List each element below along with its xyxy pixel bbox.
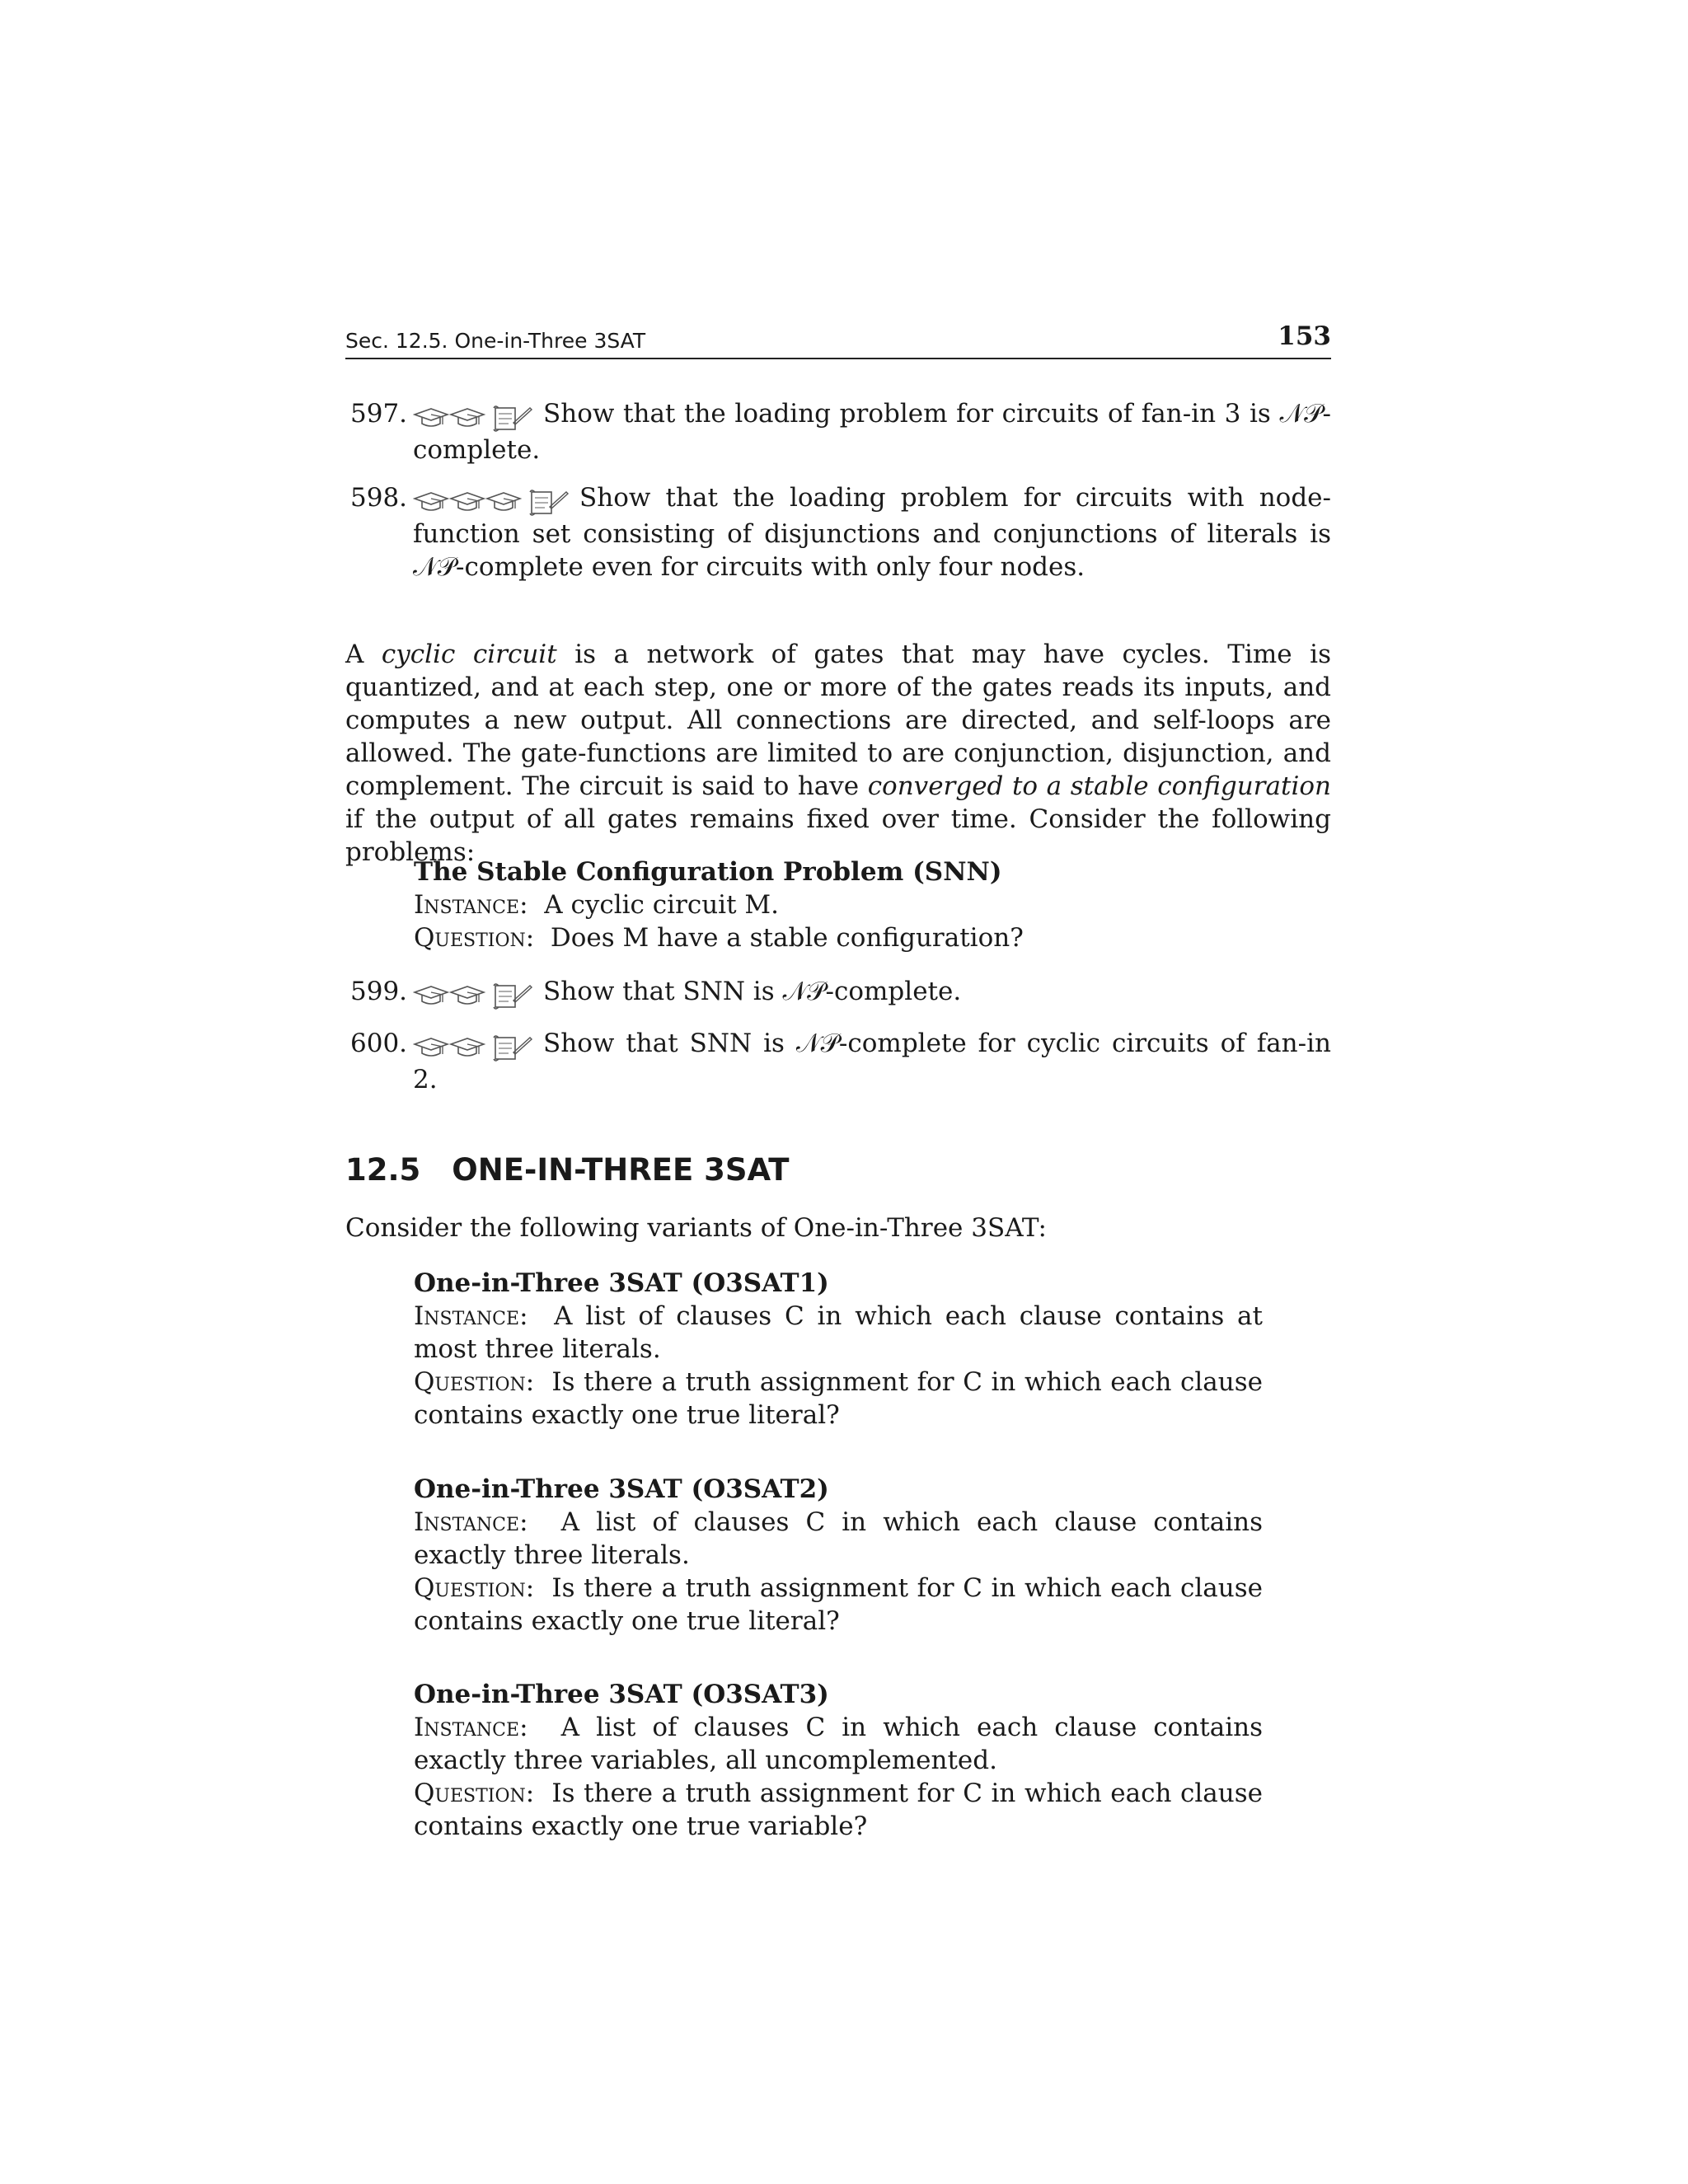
- question-label: Question:: [414, 1779, 535, 1808]
- paragraph-text: if the output of all gates remains fixed over time. Consider the following problems:: [345, 804, 1331, 867]
- problem-definition-o3sat2: [414, 1473, 1263, 1638]
- running-head: [345, 321, 1331, 359]
- problem-definition-snn: [414, 855, 1263, 954]
- defined-term: cyclic circuit: [381, 640, 557, 669]
- section-heading: [345, 1154, 790, 1187]
- difficulty-icons: [413, 401, 533, 434]
- question-text: Is there a truth assignment for C in which each clause contains exactly one true variable?: [414, 1779, 1263, 1841]
- question-label: Question:: [414, 1367, 535, 1397]
- problem-text: Show that the loading problem for circuits with node-function set consisting of disjunctions and conjunctions of literals is 𝒩𝒫-complete even for circuits with only four nodes.: [413, 483, 1331, 582]
- problem-number: 600.: [350, 1029, 408, 1058]
- instance-label: Instance:: [414, 890, 528, 920]
- mortarboard-icon: [413, 984, 449, 1009]
- problem-number: 599.: [350, 977, 408, 1006]
- problem-text: Show that SNN is 𝒩𝒫-complete.: [543, 977, 962, 1006]
- mortarboard-icon: [449, 984, 485, 1009]
- problem-name: The Stable Configuration Problem (SNN): [414, 857, 1002, 887]
- mortarboard-icon: [449, 1036, 485, 1061]
- problem-name: One-in-Three 3SAT (O3SAT3): [414, 1680, 829, 1709]
- running-head-section: Sec. 12.5. One-in-Three 3SAT: [345, 329, 646, 353]
- scroll-icon: [528, 489, 570, 517]
- scroll-icon: [492, 1034, 533, 1062]
- instance-label: Instance:: [414, 1301, 528, 1331]
- scroll-icon: [492, 982, 533, 1010]
- mortarboard-icon: [449, 406, 485, 431]
- mortarboard-icon: [449, 490, 485, 515]
- mortarboard-icon: [413, 490, 449, 515]
- difficulty-icons: [413, 1030, 533, 1063]
- question-text: Is there a truth assignment for C in which each clause contains exactly one true literal?: [414, 1367, 1263, 1430]
- problem-definition-o3sat3: [414, 1678, 1263, 1843]
- section-intro: Consider the following variants of One-in-Three 3SAT:: [345, 1213, 1047, 1243]
- question-text: Does M have a stable configuration?: [550, 923, 1024, 953]
- mortarboard-icon: [413, 406, 449, 431]
- instance-label: Instance:: [414, 1713, 528, 1742]
- instance-text: A list of clauses C in which each clause contains at most three literals.: [414, 1301, 1263, 1364]
- problem-name: One-in-Three 3SAT (O3SAT1): [414, 1268, 829, 1298]
- question-text: Is there a truth assignment for C in which each clause contains exactly one true literal?: [414, 1573, 1263, 1636]
- question-label: Question:: [414, 1573, 535, 1603]
- cyclic-circuit-paragraph: [345, 638, 1331, 869]
- mortarboard-icon: [485, 490, 522, 515]
- problem-definition-o3sat1: [414, 1267, 1263, 1432]
- difficulty-icons: [413, 485, 570, 518]
- instance-label: Instance:: [414, 1507, 528, 1537]
- paragraph-text: is a network of gates that may have cycles. Time is quantized, and at each step, one or more of the gates reads its inputs, and computes a new output. All connections are directed, and self-loops are allowed. The gate-functions are limited to are conjunction, disjunction, and complement. The circuit is said to have: [345, 640, 1331, 801]
- instance-text: A list of clauses C in which each clause contains exactly three literals.: [414, 1507, 1263, 1570]
- defined-term: converged to a stable configuration: [867, 771, 1331, 801]
- scroll-icon: [492, 405, 533, 433]
- section-number: 12.5: [345, 1152, 421, 1188]
- difficulty-icons: [413, 978, 533, 1011]
- problem-text: Show that the loading problem for circuits of fan-in 3 is 𝒩𝒫-complete.: [413, 399, 1331, 465]
- problem-599: [345, 975, 1331, 1011]
- problem-text: Show that SNN is 𝒩𝒫-complete for cyclic circuits of fan-in 2.: [413, 1029, 1331, 1094]
- problem-597: [345, 397, 1331, 466]
- problem-number: 597.: [350, 399, 408, 429]
- instance-text: A list of clauses C in which each clause contains exactly three variables, all uncomplemented.: [414, 1713, 1263, 1775]
- page-number: 153: [1278, 321, 1331, 351]
- problem-598: [345, 481, 1331, 583]
- section-title: ONE-IN-THREE 3SAT: [452, 1152, 790, 1188]
- mortarboard-icon: [413, 1036, 449, 1061]
- problem-number: 598.: [350, 483, 408, 513]
- problem-name: One-in-Three 3SAT (O3SAT2): [414, 1474, 829, 1504]
- question-label: Question:: [414, 923, 535, 953]
- instance-text: A cyclic circuit M.: [544, 890, 780, 920]
- paragraph-text: A: [345, 640, 382, 669]
- problem-600: [345, 1027, 1331, 1096]
